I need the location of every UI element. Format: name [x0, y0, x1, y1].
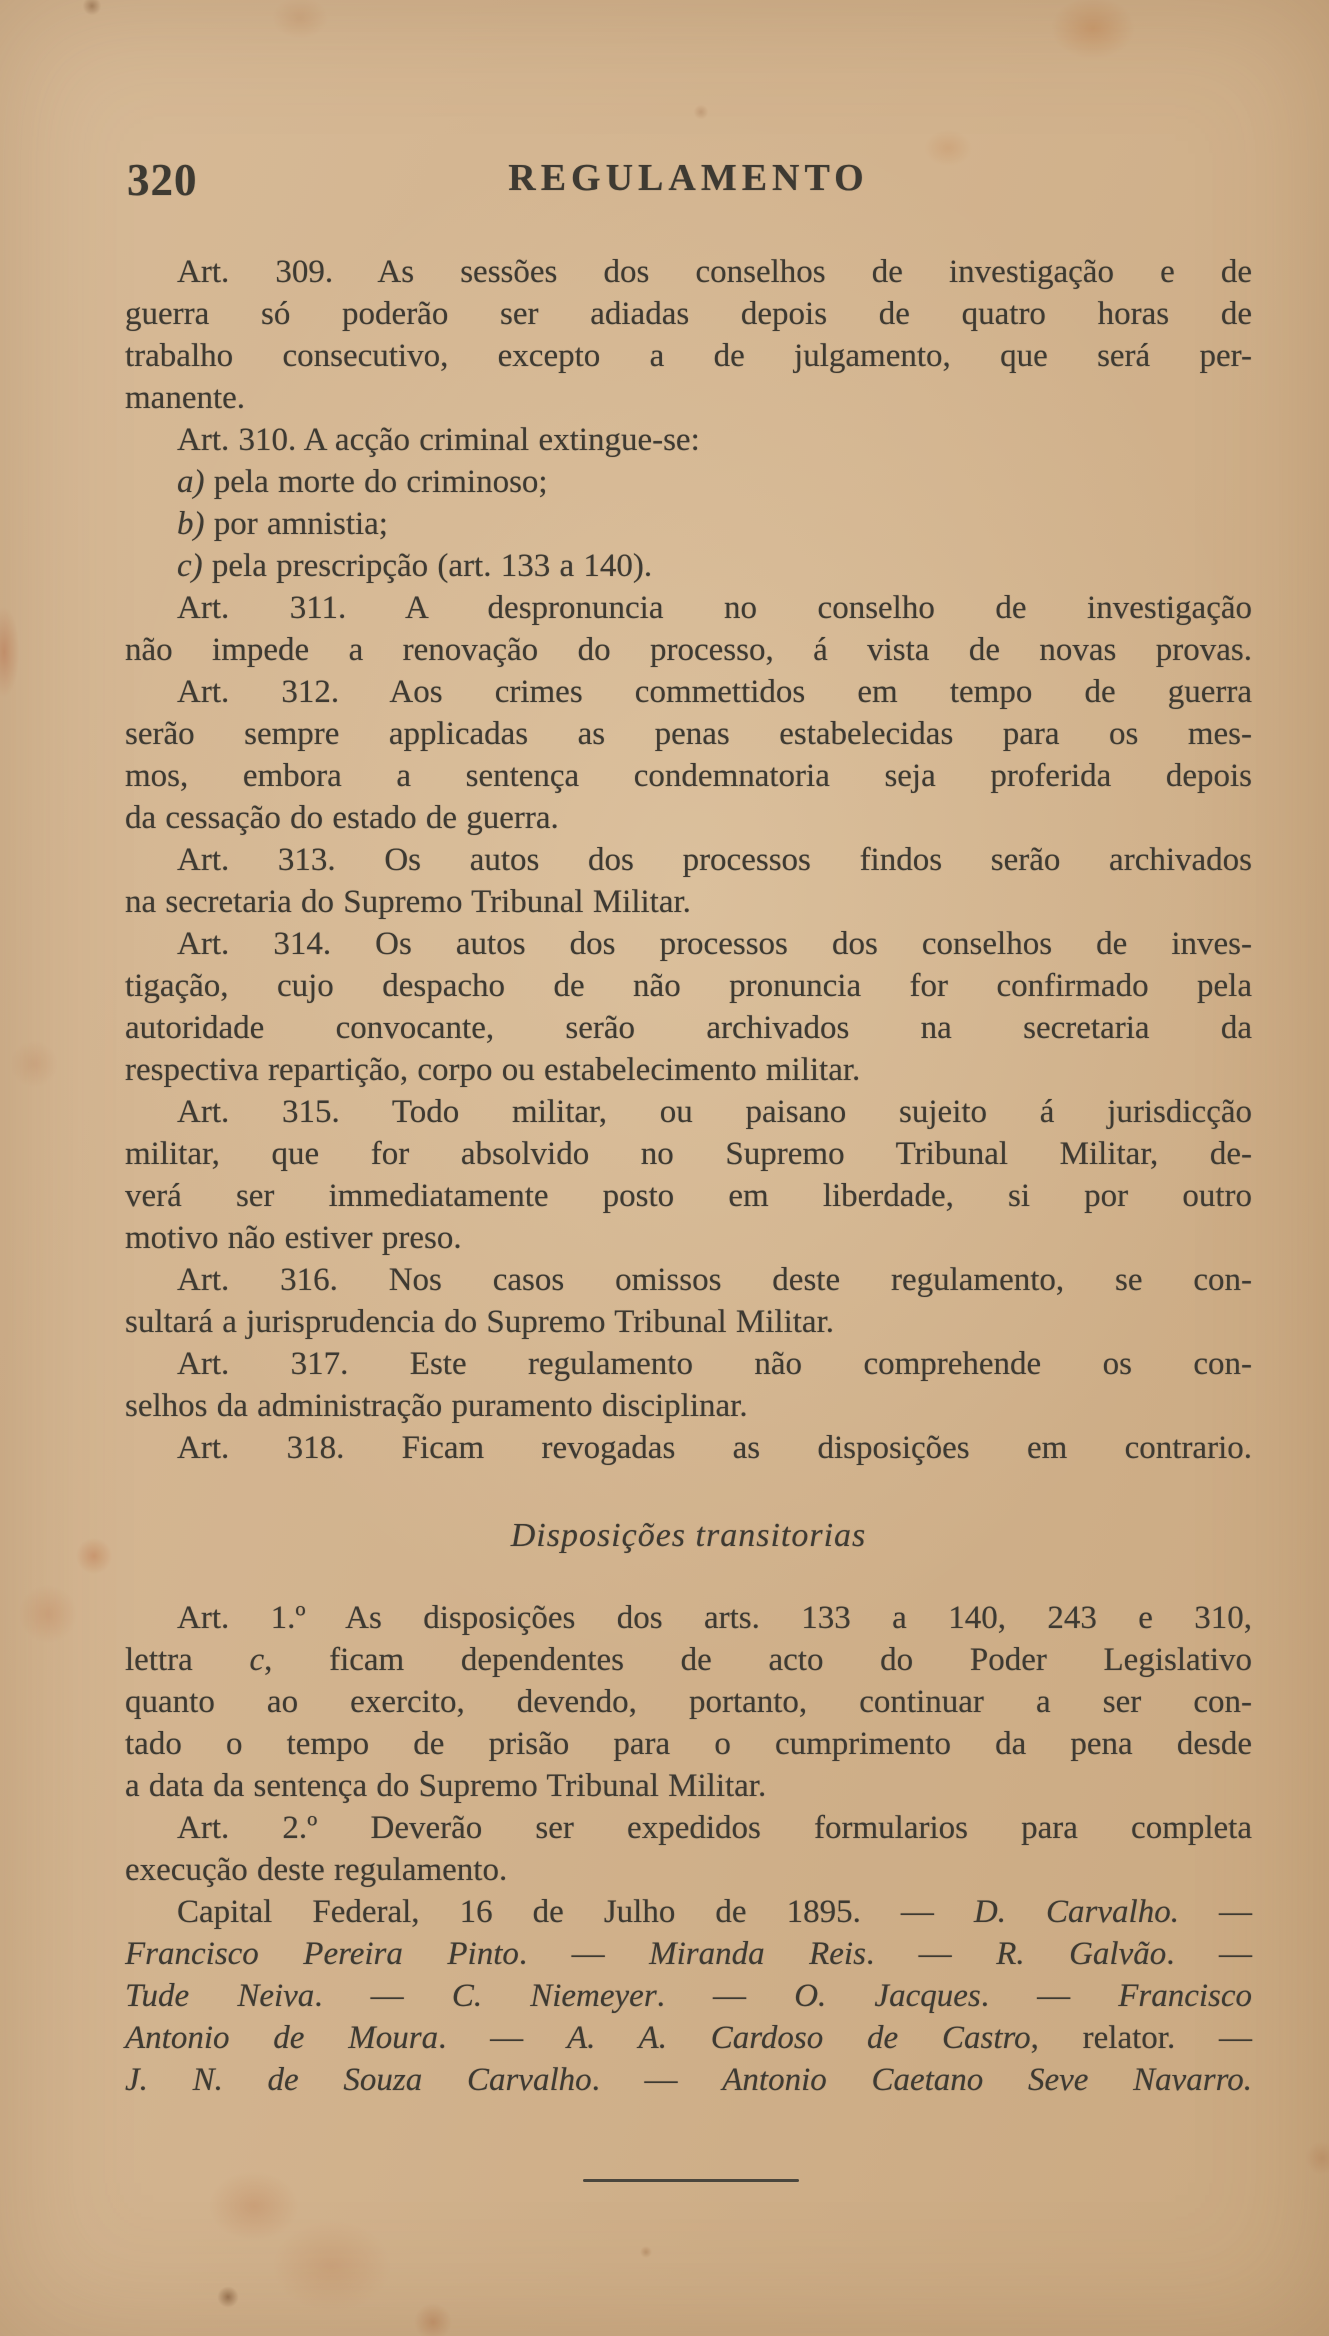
text-line: Art. 316. Nos casos omissos deste regulamento, se con-	[177, 1262, 1252, 1298]
text-line: a) pela morte do criminoso;	[177, 464, 548, 500]
signatures	[125, 1891, 1252, 2101]
art-310	[125, 419, 1252, 461]
text-line: guerra só poderão ser adiadas depois de quatro horas de	[125, 296, 1252, 332]
text-line: trabalho consecutivo, excepto a de julgamento, que será per-	[125, 338, 1252, 374]
text-line: manente.	[125, 380, 246, 416]
text-line: Art. 2.º Deverão ser expedidos formularios para completa	[177, 1810, 1252, 1846]
text-line: Art. 310. A acção criminal extingue-se:	[177, 422, 700, 458]
text-line: da cessação do estado de guerra.	[125, 800, 559, 836]
text-line: mos, embora a sentença condemnatoria seja proferida depois	[125, 758, 1252, 794]
transitorias-art-1	[125, 1597, 1252, 1807]
art-311	[125, 587, 1252, 671]
running-header: REGULAMENTO	[508, 157, 869, 199]
text-line: militar, que for absolvido no Supremo Tribunal Militar, de-	[125, 1136, 1252, 1172]
text-line: lettra c, ficam dependentes de acto do Poder Legislativo	[125, 1642, 1252, 1678]
text-body	[125, 251, 1252, 2182]
art-310-item-a	[125, 461, 1252, 503]
art-315	[125, 1091, 1252, 1259]
page-header	[125, 155, 1252, 205]
text-line: Art. 314. Os autos dos processos dos conselhos de inves-	[177, 926, 1252, 962]
text-line: J. N. de Souza Carvalho. — Antonio Caetano Seve Navarro.	[125, 2062, 1252, 2098]
text-line: na secretaria do Supremo Tribunal Militar.	[125, 884, 691, 920]
text-line: a data da sentença do Supremo Tribunal Militar.	[125, 1768, 767, 1804]
text-line: Art. 318. Ficam revogadas as disposições em contrario.	[177, 1430, 1252, 1466]
end-rule	[583, 2179, 799, 2182]
art-310-item-c	[125, 545, 1252, 587]
text-line: Art. 317. Este regulamento não comprehende os con-	[177, 1346, 1252, 1382]
text-line: Francisco Pereira Pinto. — Miranda Reis. — R. Galvão. —	[125, 1936, 1252, 1972]
text-line: c) pela prescripção (art. 133 a 140).	[177, 548, 653, 584]
art-314	[125, 923, 1252, 1091]
text-line: Capital Federal, 16 de Julho de 1895. — D. Carvalho. —	[177, 1894, 1252, 1930]
text-line: Art. 1.º As disposições dos arts. 133 a 140, 243 e 310,	[177, 1600, 1252, 1636]
text-line: b) por amnistia;	[177, 506, 388, 542]
art-309	[125, 251, 1252, 419]
art-313	[125, 839, 1252, 923]
text-line: execução deste regulamento.	[125, 1852, 508, 1888]
text-line: sultará a jurisprudencia do Supremo Tribunal Militar.	[125, 1304, 834, 1340]
text-line: selhos da administração puramento disciplinar.	[125, 1388, 748, 1424]
text-line: verá ser immediatamente posto em liberdade, si por outro	[125, 1178, 1252, 1214]
text-line: não impede a renovação do processo, á vista de novas provas.	[125, 632, 1252, 668]
text-line: Art. 311. A despronuncia no conselho de investigação	[177, 590, 1252, 626]
text-line: quanto ao exercito, devendo, portanto, continuar a ser con-	[125, 1684, 1252, 1720]
art-317	[125, 1343, 1252, 1427]
art-310-item-b	[125, 503, 1252, 545]
text-line: motivo não estiver preso.	[125, 1220, 462, 1256]
text-line: tado o tempo de prisão para o cumprimento da pena desde	[125, 1726, 1252, 1762]
text-line: Tude Neiva. — C. Niemeyer. — O. Jacques. — Francisco	[125, 1978, 1253, 2014]
text-line: Art. 309. As sessões dos conselhos de investigação e de	[177, 254, 1252, 290]
art-312	[125, 671, 1252, 839]
section-heading: Disposições transitorias	[510, 1517, 867, 1554]
text-line: respectiva repartição, corpo ou estabelecimento militar.	[125, 1052, 861, 1088]
text-line: serão sempre applicadas as penas estabelecidas para os mes-	[125, 716, 1252, 752]
art-316	[125, 1259, 1252, 1343]
text-line: autoridade convocante, serão archivados na secretaria da	[125, 1010, 1252, 1046]
page-number: 320	[127, 155, 198, 205]
text-line: Art. 313. Os autos dos processos findos serão archivados	[177, 842, 1252, 878]
text-line: tigação, cujo despacho de não pronuncia for confirmado pela	[125, 968, 1252, 1004]
transitorias-art-2	[125, 1807, 1252, 1891]
text-line: Art. 312. Aos crimes commettidos em tempo de guerra	[177, 674, 1252, 710]
text-line: Art. 315. Todo militar, ou paisano sujeito á jurisdicção	[177, 1094, 1252, 1130]
art-318	[125, 1427, 1252, 1469]
text-line: Antonio de Moura. — A. A. Cardoso de Castro, relator. —	[125, 2020, 1252, 2056]
